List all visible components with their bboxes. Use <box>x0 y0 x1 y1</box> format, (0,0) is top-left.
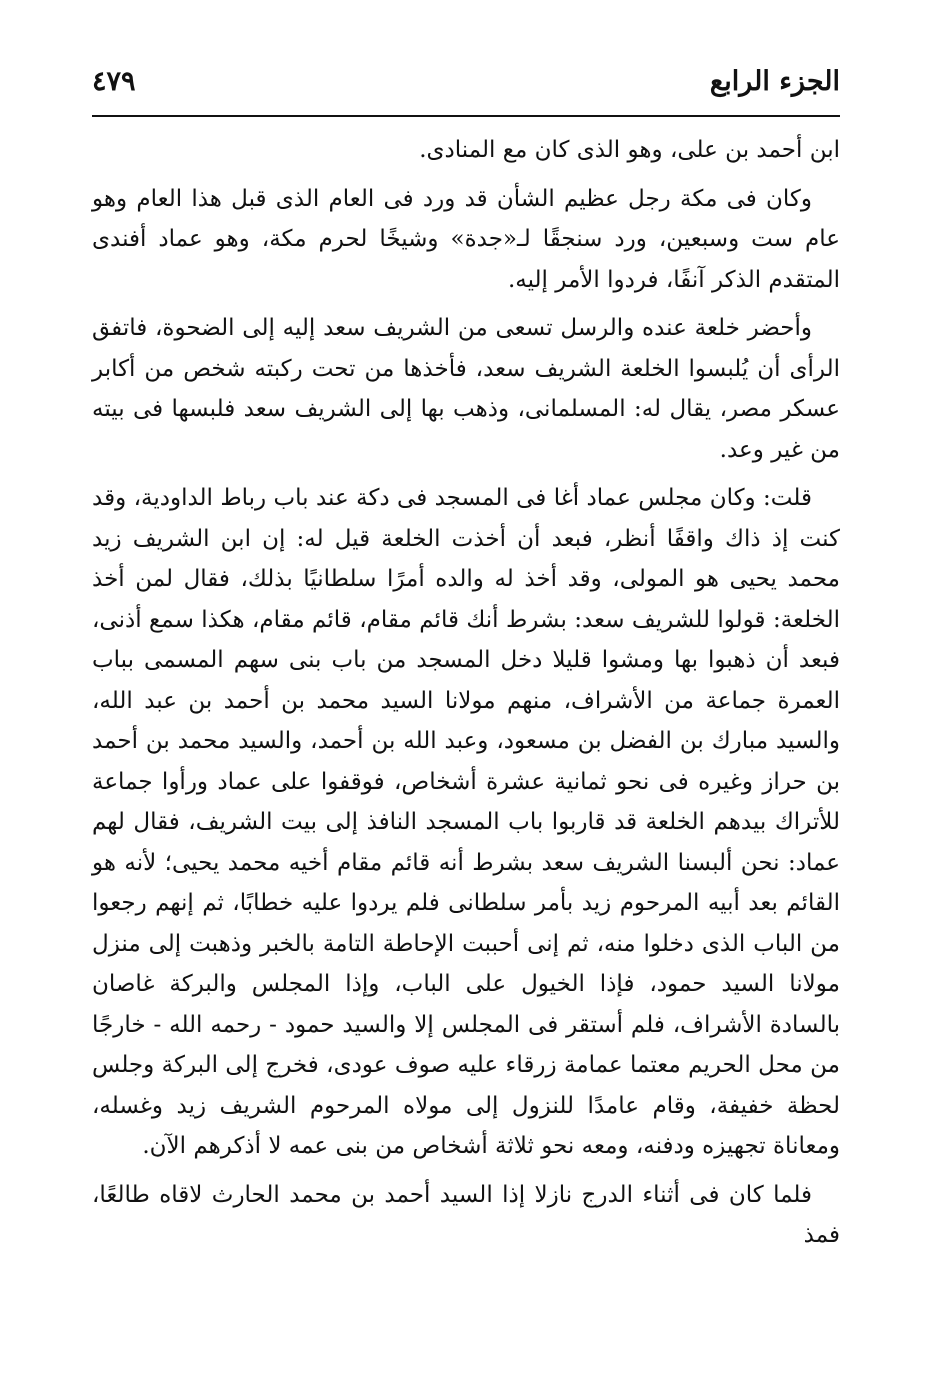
paragraph: وكان فى مكة رجل عظيم الشأن قد ورد فى العام الذى قبل هذا العام وهو عام ست وسبعين، ورد سنجقًا لـ«جدة» وشيخًا لحرم مكة، وهو عماد أفندى المتقدم الذكر آنفًا، فردوا الأمر إليه. <box>92 185 840 293</box>
paragraph: وأحضر خلعة عنده والرسل تسعى من الشريف سعد إليه إلى الضحوة، فاتفق الرأى أن يُلبسوا الخلعة الشريف سعد، فأخذها من تحت ركبته شخص من أكابر عسكر مصر، يقال له: المسلمانى، وذهب بها إلى الشريف سعد فلبسها فى بيته من غير وعد. <box>92 315 840 463</box>
body-text <box>92 130 840 1256</box>
running-title: الجزء الرابع <box>709 66 840 97</box>
header-divider <box>92 115 840 117</box>
page-header <box>92 58 840 116</box>
paragraph: ابن أحمد بن على، وهو الذى كان مع المنادى. <box>419 137 840 163</box>
paragraph: فلما كان فى أثناء الدرج نازلا إذا السيد أحمد بن محمد الحارث لاقاه طالعًا، فمذ <box>92 1181 840 1248</box>
paragraph: قلت: وكان مجلس عماد أغا فى المسجد فى دكة عند باب رباط الداودية، وقد كنت إذ ذاك واقفًا أنظر، فبعد أن أخذت الخلعة قيل له: إن ابن الشريف زيد محمد يحيى هو المولى، وقد أخذ له والده أمرًا سلطانيًا بذلك، فقال لمن أخذ الخلعة: قولوا للشريف سعد: بشرط أنك قائم مقام، قائم مقام، هكذا سمع أذنى، فبعد أن ذهبوا بها ومشوا قليلا دخل المسجد من باب بنى سهم المسمى بباب العمرة جماعة من الأشراف، منهم مولانا السيد محمد بن أحمد بن عبد الله، والسيد مبارك بن الفضل بن مسعود، وعبد الله بن أحمد، والسيد محمد بن أحمد بن حراز وغيره فى نحو ثمانية عشرة أشخاص، فوقفوا على عماد ورأوا جماعة للأتراك بيدهم الخلعة قد قاربوا باب المسجد النافذ إلى بيت الشريف، فقال لهم عماد: نحن ألبسنا الشريف سعد بشرط أنه قائم مقام أخيه محمد يحيى؛ لأنه هو القائم بعد أبيه المرحوم زيد بأمر سلطانى فلم يردوا عليه خطابًا، ثم إنهم رجعوا من الباب الذى دخلوا منه، ثم إنى أحببت الإحاطة التامة بالخبر وذهبت إلى منزل مولانا السيد حمود، فإذا الخيول على الباب، وإذا المجلس والبركة غاصان بالسادة الأشراف، فلم أستقر فى المجلس إلا والسيد حمود - رحمه الله - خارجًا من محل الحريم معتما عمامة زرقاء عليه صوف عودى، فخرج إلى البركة وجلس لحظة خفيفة، وقام عامدًا للنزول إلى مولاه المرحوم الشريف زيد وغسله، ومعاناة تجهيزه ودفنه، ومعه نحو ثلاثة أشخاص من بنى عمه لا أذكرهم الآن. <box>92 485 840 1159</box>
page-number: ٤٧٩ <box>92 66 136 97</box>
